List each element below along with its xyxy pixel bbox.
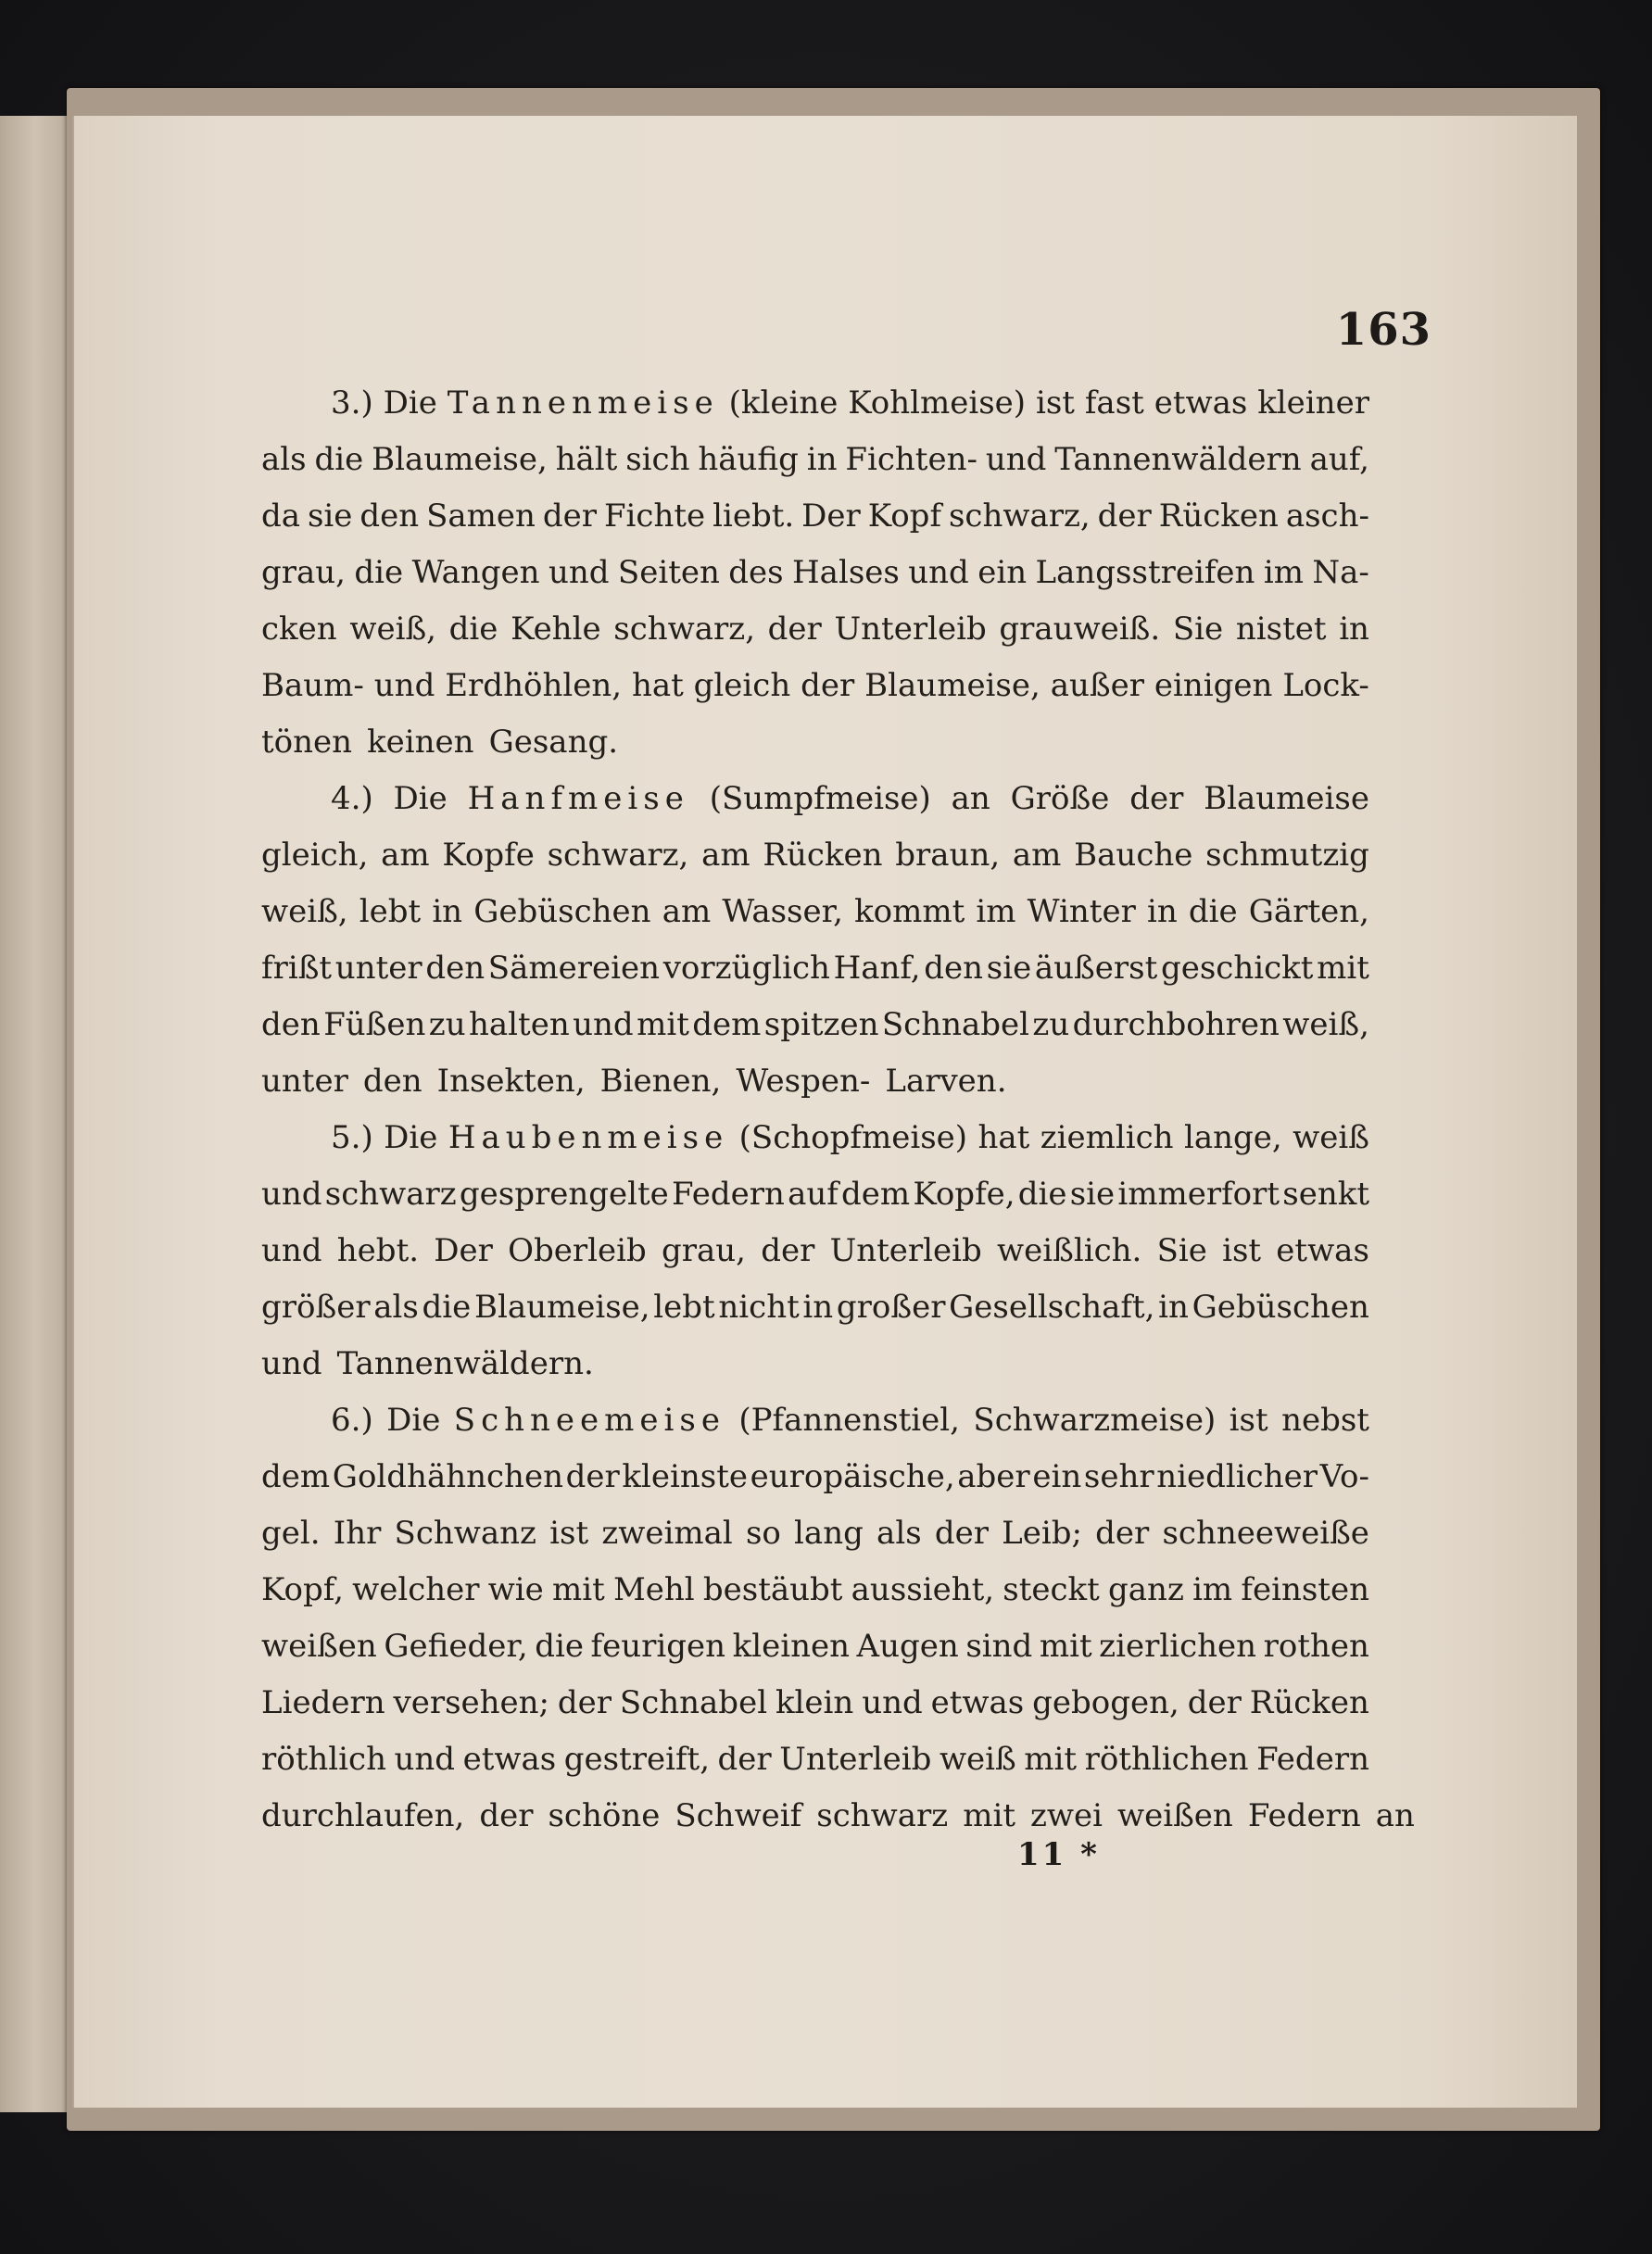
paragraph-first-line: 3.) Die Tannenmeise (kleine Kohlmeise) ist fast etwas kleiner: [331, 384, 1369, 422]
text-line: grau, die Wangen und Seiten des Halses und ein Langsstreifen im Na-: [261, 554, 1369, 591]
text-line: gleich, am Kopfe schwarz, am Rücken braun, am Bauche schmutzig: [261, 837, 1369, 874]
paragraph-first-line: 5.) Die Haubenmeise (Schopfmeise) hat ziemlich lange, weiß: [331, 1119, 1369, 1156]
text-line: und hebt. Der Oberleib grau, der Unterleib weißlich. Sie ist etwas: [261, 1232, 1369, 1269]
text-line: röthlich und etwas gestreift, der Unterleib weiß mit röthlichen Federn: [261, 1741, 1369, 1778]
text-line: durchlaufen, der schöne Schweif schwarz mit zwei weißen Federn an: [261, 1797, 1415, 1834]
text-line: den Füßen zu halten und mit dem spitzen Schnabel zu durchbohren weiß,: [261, 1006, 1369, 1043]
text-line: gel. Ihr Schwanz ist zweimal so lang als der Leib; der schneeweiße: [261, 1515, 1369, 1552]
text-line: Liedern versehen; der Schnabel klein und etwas gebogen, der Rücken: [261, 1684, 1369, 1721]
text-line: als die Blaumeise, hält sich häufig in Fichten- und Tannenwäldern auf,: [261, 441, 1369, 478]
page-number: 163: [1335, 304, 1431, 356]
body-text: [261, 375, 1415, 1845]
text-line: und Tannenwäldern.: [261, 1345, 594, 1382]
text-line: da sie den Samen der Fichte liebt. Der Kopf schwarz, der Rücken asch-: [261, 497, 1369, 535]
text-line: unter den Insekten, Bienen, Wespen- Larven.: [261, 1063, 1007, 1100]
text-line: weißen Gefieder, die feurigen kleinen Augen sind mit zierlichen rothen: [261, 1628, 1369, 1665]
text-line: cken weiß, die Kehle schwarz, der Unterleib grauweiß. Sie nistet in: [261, 611, 1369, 648]
text-line: Baum- und Erdhöhlen, hat gleich der Blaumeise, außer einigen Lock-: [261, 667, 1369, 704]
paragraph-first-line: 6.) Die Schneemeise (Pfannenstiel, Schwarzmeise) ist nebst: [331, 1402, 1369, 1439]
text-line: weiß, lebt in Gebüschen am Wasser, kommt im Winter in die Gärten,: [261, 893, 1369, 930]
printer-signature-mark: 11 *: [1017, 1836, 1100, 1873]
text-line: Kopf, welcher wie mit Mehl bestäubt aussieht, steckt ganz im feinsten: [261, 1571, 1369, 1608]
text-line: tönen keinen Gesang.: [261, 724, 619, 761]
previous-page-edge: [0, 116, 72, 2112]
paragraph-first-line: 4.) Die Hanfmeise (Sumpfmeise) an Größe der Blaumeise: [331, 780, 1369, 817]
text-line: frißt unter den Sämereien vorzüglich Hanf, den sie äußerst geschickt mit: [261, 950, 1369, 987]
text-line: und schwarz gesprengelte Federn auf dem Kopfe, die sie immerfort senkt: [261, 1176, 1369, 1213]
text-line: dem Goldhähnchen der kleinste europäische, aber ein sehr niedlicher Vo-: [261, 1458, 1369, 1495]
text-line: größer als die Blaumeise, lebt nicht in großer Gesellschaft, in Gebüschen: [261, 1289, 1369, 1326]
